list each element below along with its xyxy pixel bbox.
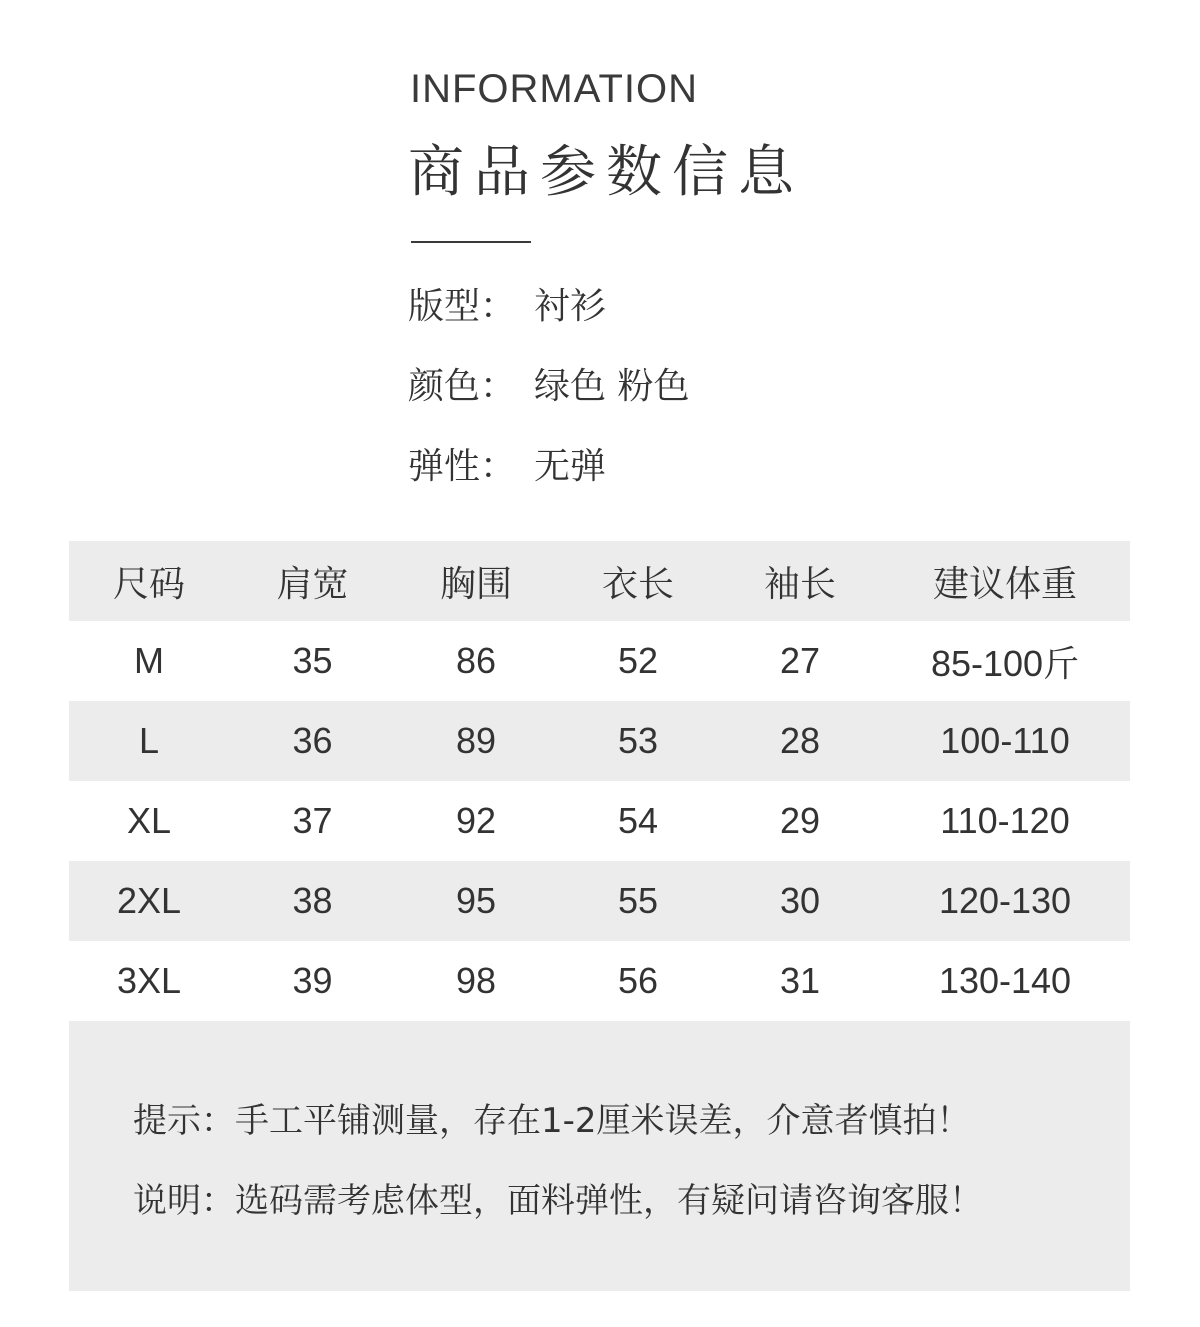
table-row <box>69 941 1130 1021</box>
table-cell: 110-120 <box>940 800 1070 841</box>
table-cell: 53 <box>617 720 659 761</box>
attribute-label: 颜色： <box>408 366 517 407</box>
table-cell: 92 <box>455 800 497 841</box>
attribute-value: 无弹 <box>534 446 607 487</box>
table-cell: 36 <box>292 720 333 761</box>
product-attributes <box>408 283 689 523</box>
table-cell: 28 <box>779 720 821 761</box>
table-row <box>69 621 1130 701</box>
table-row <box>69 861 1130 941</box>
table-cell: 89 <box>455 720 497 761</box>
table-row <box>69 781 1130 861</box>
attribute-value: 绿色 粉色 <box>534 366 690 407</box>
attribute-elasticity <box>408 443 689 523</box>
column-header-sleeve: 袖长 <box>763 563 836 605</box>
table-cell: 120-130 <box>938 880 1072 921</box>
table-cell: XL <box>126 800 172 841</box>
table-cell: 86 <box>455 640 497 681</box>
table-cell: 54 <box>617 800 659 841</box>
table-cell: M <box>134 640 164 681</box>
column-header-size: 尺码 <box>112 563 185 605</box>
section-title: 商品参数信息 <box>408 140 804 205</box>
table-cell: 55 <box>617 880 659 921</box>
table-cell: 27 <box>779 640 821 681</box>
attribute-label: 版型： <box>408 286 517 327</box>
table-cell: 56 <box>617 960 659 1001</box>
table-cell: L <box>138 720 160 761</box>
table-cell: 130-140 <box>938 960 1072 1001</box>
notes-panel <box>69 1021 1130 1291</box>
attribute-value: 衬衫 <box>534 286 607 327</box>
column-header-weight: 建议体重 <box>932 563 1077 605</box>
section-title-en: INFORMATION <box>410 67 699 111</box>
table-cell: 31 <box>779 960 821 1001</box>
attribute-label: 弹性： <box>408 446 517 487</box>
size-chart-table <box>69 541 1130 1021</box>
size-selection-note: 说明：选码需考虑体型，面料弹性，有疑问请咨询客服！ <box>133 1181 983 1221</box>
attribute-color <box>408 363 689 443</box>
table-header-row <box>69 541 1130 621</box>
table-row <box>69 701 1130 781</box>
column-header-shoulder: 肩宽 <box>276 563 349 605</box>
column-header-chest: 胸围 <box>439 563 512 605</box>
table-cell: 85-100斤 <box>930 642 1080 684</box>
table-cell: 38 <box>292 880 333 921</box>
table-cell: 39 <box>292 960 333 1001</box>
table-cell: 35 <box>292 640 333 681</box>
table-cell: 29 <box>779 800 821 841</box>
table-cell: 3XL <box>116 960 182 1001</box>
table-cell: 98 <box>455 960 497 1001</box>
attribute-style <box>408 283 689 363</box>
table-cell: 30 <box>779 880 821 921</box>
title-divider <box>411 241 531 243</box>
table-cell: 37 <box>292 800 333 841</box>
table-cell: 100-110 <box>940 720 1070 761</box>
measurement-tip: 提示：手工平铺测量，存在1-2厘米误差，介意者慎拍！ <box>133 1101 971 1141</box>
table-cell: 95 <box>455 880 497 921</box>
table-cell: 2XL <box>116 880 182 921</box>
table-cell: 52 <box>617 640 659 681</box>
column-header-length: 衣长 <box>601 563 674 605</box>
